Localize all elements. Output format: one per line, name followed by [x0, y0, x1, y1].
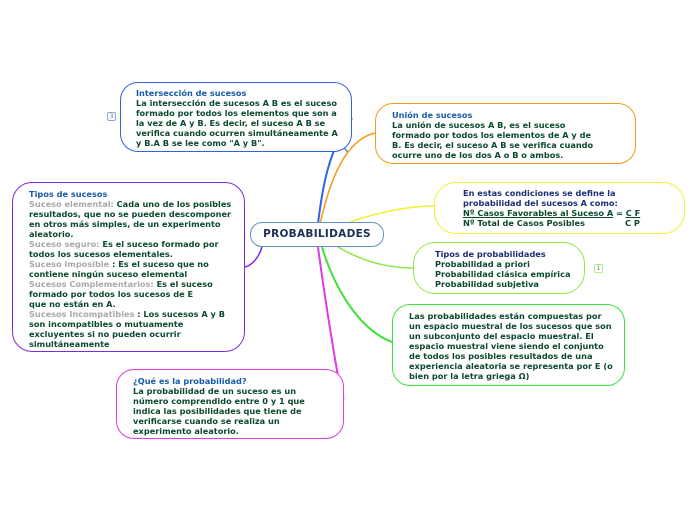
node-text-line: verificarse cuando se realiza un	[133, 416, 280, 426]
node-text-line: La probabilidad de un suceso es un	[133, 386, 297, 396]
term-label: Suceso elemental:	[29, 199, 114, 209]
node-tipos-de-probabilidades[interactable]	[413, 242, 585, 294]
node-text-line: en otros más simples, de un experimento	[29, 219, 221, 229]
node-text-line: formado por todos los elementos que son a	[136, 108, 337, 118]
node-text-line: indica las posibilidades que tiene de	[133, 406, 302, 416]
suceso-seguro-line	[29, 239, 244, 249]
numerator-text: Nº Casos Favorables al Suceso A	[463, 208, 614, 218]
term-label: Sucesos Incompatibles	[29, 309, 135, 319]
suceso-imposible-line	[29, 259, 244, 269]
node-text-line: resultados, que no se pueden descomponer	[29, 209, 232, 219]
node-text-line: de todos los posibles resultados de una	[409, 351, 593, 361]
term-definition: : Es el suceso que no	[109, 259, 209, 269]
numerator-abbr: C F	[625, 208, 641, 218]
node-union-de-sucesos[interactable]	[375, 103, 636, 164]
node-text-line: formado por todos los sucesos de E	[29, 289, 194, 299]
node-text-line: verifica cuando ocurren simultáneamente A	[136, 128, 338, 138]
equals-sign: =	[613, 208, 626, 218]
node-text-line: ocurre uno de los dos A o B o ambos.	[392, 150, 564, 160]
denominator-abbr: C P	[624, 218, 640, 228]
node-text-line: Probabilidad subjetiva	[435, 279, 539, 289]
term-label: Suceso imposible	[29, 259, 110, 269]
node-text-line: aleatorio.	[29, 229, 74, 239]
node-text-line: todos los sucesos elementales.	[29, 249, 173, 259]
node-text-line: bien por la letra griega Ω)	[409, 371, 530, 381]
node-text-line: que no están en A.	[29, 299, 116, 309]
node-text-line: experiencia aleatoria se representa por E (o	[409, 361, 613, 371]
node-text-line: Probabilidad a priori	[435, 259, 530, 269]
node-definicion-probabilidad[interactable]	[434, 182, 685, 234]
node-text-line: número comprendido entre 0 y 1 que	[133, 396, 305, 406]
node-que-es-la-probabilidad[interactable]	[116, 369, 344, 439]
node-text-line: En estas condiciones se define la	[463, 188, 616, 198]
sucesos-incompatibles-line	[29, 309, 244, 319]
node-title: Intersección de sucesos	[136, 88, 247, 98]
term-label: Sucesos Complementarios:	[29, 279, 154, 289]
term-definition: Es el suceso	[153, 279, 213, 289]
node-text-line: Las probabilidades están compuestas por	[409, 311, 602, 321]
term-definition: Cada uno de los posibles	[113, 199, 232, 209]
node-interseccion-de-sucesos[interactable]	[120, 82, 352, 152]
formula-numerator	[463, 208, 684, 218]
node-espacio-muestral[interactable]	[392, 304, 625, 386]
sucesos-complementarios-line	[29, 279, 244, 289]
node-text-line: un espacio muestral de los sucesos que son	[409, 321, 612, 331]
node-text-line: experimento aleatorio.	[133, 426, 239, 436]
node-title: Unión de sucesos	[392, 110, 473, 120]
collapsed-count-badge[interactable]: 1	[594, 264, 603, 273]
node-text-line: son incompatibles o mutuamente	[29, 319, 184, 329]
node-title: Tipos de probabilidades	[435, 249, 546, 259]
term-label: Suceso seguro:	[29, 239, 100, 249]
node-text-line: formado por todos los elementos de A y de	[392, 130, 592, 140]
node-tipos-de-sucesos[interactable]	[12, 182, 245, 352]
node-text-line: Probabilidad clásica empírica	[435, 269, 571, 279]
formula-denominator	[463, 218, 684, 228]
term-definition: Es el suceso formado por	[99, 239, 219, 249]
node-text-line: simultáneamente	[29, 339, 110, 349]
node-text-line: contiene ningún suceso elemental	[29, 269, 188, 279]
node-text-line: La intersección de sucesos A B es el suceso	[136, 98, 337, 108]
central-topic-label: PROBABILIDADES	[263, 228, 371, 240]
node-title: Tipos de sucesos	[29, 189, 108, 199]
node-title: ¿Qué es la probabilidad?	[133, 376, 247, 386]
node-text-line: la vez de A y B. Es decir, el suceso A B se	[136, 118, 326, 128]
node-text-line: espacio muestral viene siendo el conjunto	[409, 341, 604, 351]
central-topic-probabilidades[interactable]	[250, 222, 384, 247]
suceso-elemental-line	[29, 199, 244, 209]
node-text-line: un subconjunto del espacio muestral. El	[409, 331, 594, 341]
term-definition: : Los sucesos A y B	[134, 309, 225, 319]
node-text-line: La unión de sucesos A B, es el suceso	[392, 120, 566, 130]
node-text-line: y B.A B se lee como "A y B".	[136, 138, 265, 148]
node-text-line: B. Es decir, el suceso A B se verifica cuando	[392, 140, 594, 150]
collapsed-count-badge[interactable]: 3	[107, 112, 116, 121]
denominator-text: Nº Total de Casos Posibles	[463, 218, 585, 228]
node-text-line: excluyentes si no pueden ocurrir	[29, 329, 181, 339]
node-text-line: probabilidad del sucesos A como:	[463, 198, 618, 208]
